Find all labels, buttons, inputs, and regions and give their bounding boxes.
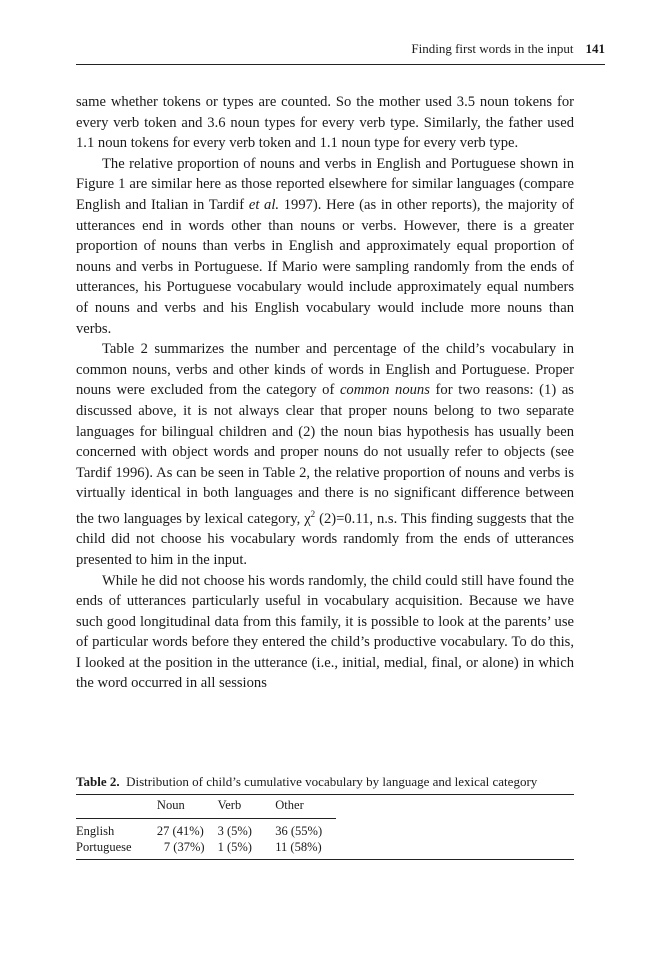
cell-other: 36 (55%) <box>275 824 323 838</box>
page-number: 141 <box>585 41 605 56</box>
cell-other: 11 (58%) <box>275 840 322 854</box>
paragraph-2-part-a: The relative proportion of nouns and verbs in English and Portuguese shown in Figure 1 are similar here as those reported elsewhere for similar languages (compare English and Italian in Tardif <box>76 155 574 213</box>
row-language: English <box>76 824 115 838</box>
paragraph-3-part-a: Table 2 summarizes the number and percentage of the child’s vocabulary in common nouns, verbs and other kinds of words in English and Portuguese. Proper nouns were excluded from the category of <box>76 341 574 399</box>
table-caption-text: Distribution of child’s cumulative vocabulary by language and lexical category <box>126 774 538 789</box>
vocabulary-table <box>76 795 336 859</box>
paragraph-3-emphasis: common nouns <box>339 382 430 399</box>
cell-noun: 27 (41%) <box>156 824 204 838</box>
table-2 <box>76 773 574 860</box>
paragraph-1: same whether tokens or types are counted. So the mother used 3.5 noun tokens for every verb token and 3.6 noun types for every verb type. Similarly, the father used 1.1 noun tokens for every verb token and 1.1 noun type for every verb type. <box>76 94 574 152</box>
chi-square-superscript: 2 <box>310 508 316 519</box>
cell-noun: 7 (37%) <box>163 840 205 854</box>
paragraph-2 <box>76 154 574 339</box>
paragraph-4: While he did not choose his words randomly, the child could still have found the ends of utterances particularly useful in vocabulary acquisition. Because we have such good longitudinal data from this family, it is possible to look at the parents’ use of particular words before they entered the child’s productive vocabulary. To do this, I looked at the position in the utterance (i.e., initial, medial, final, or alone) in which the word occurred in all sessions <box>76 572 574 692</box>
column-header-other: Other <box>275 798 304 812</box>
paragraph-3-part-c: (2)=0.11, n.s. This finding suggests that the child did not choose his vocabulary words randomly from the ends of utterances presented to him in the input. <box>76 510 574 568</box>
row-language: Portuguese <box>76 840 132 854</box>
column-header-language <box>76 795 157 815</box>
table-row <box>76 839 336 859</box>
paragraph-2-part-b: 1997). Here (as in other reports), the majority of utterances end in words other than nouns or verbs. However, there is a greater proportion of nouns than verbs in English and approximately equal proportion of nouns and verbs in Portuguese. If Mario were sampling randomly from the ends of utterances, his Portuguese vocabulary would include approximately equal numbers of nouns and verbs and his English vocabulary would include more nouns than verbs. <box>76 196 574 337</box>
body-text <box>76 92 574 694</box>
paragraph-2-emphasis: et al. <box>248 196 280 213</box>
paragraph-3-part-b: for two reasons: (1) as discussed above, it is not always clear that proper nouns belong to two separate languages for bilingual children and (2) the noun bias hypothesis has usually been concerned with object words and proper nouns do not usually refer to objects (see Tardif 1996). As can be seen in Table 2, the relative proportion of nouns and verbs is virtually identical in both languages and there is no significant difference between the two languages by lexical category, χ <box>76 382 574 527</box>
column-header-verb: Verb <box>217 798 242 812</box>
table-header-row <box>76 795 336 815</box>
column-header-noun: Noun <box>156 798 185 812</box>
cell-verb: 3 (5%) <box>217 824 252 838</box>
table-caption <box>76 773 574 790</box>
table-row <box>76 819 336 839</box>
table-bottom-rule <box>76 859 574 860</box>
paragraph-3 <box>76 339 574 570</box>
running-title: Finding first words in the input <box>411 41 574 56</box>
running-head <box>76 40 605 58</box>
header-rule <box>76 64 605 65</box>
cell-verb: 1 (5%) <box>217 840 252 854</box>
table-label: Table 2. <box>76 774 120 789</box>
